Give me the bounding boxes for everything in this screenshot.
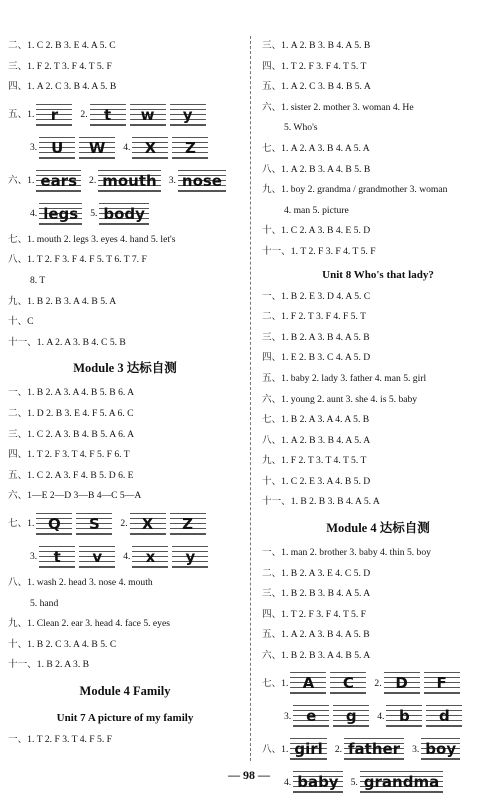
handwritten-answer: father xyxy=(344,738,404,760)
item-number: 5. xyxy=(90,207,98,219)
answer-line: 九、1. B 2. B 3. A 4. B 5. A xyxy=(8,295,117,307)
handwritten-answer: g xyxy=(333,705,369,727)
answer-line: 八、1. T 2. F 3. F 4. F 5. T 6. T 7. F xyxy=(8,254,147,266)
item-number: 2. xyxy=(120,517,128,529)
handwritten-answer: Z xyxy=(172,137,208,159)
answer-line: 六、1. B 2. B 3. A 4. B 5. A xyxy=(262,650,371,662)
handwritten-answer: U xyxy=(39,137,75,159)
answer-line: 一、1. B 2. A 3. A 4. B 5. B 6. A xyxy=(8,387,135,399)
answer-line: 六、1—E 2—D 3—B 4—C 5—A xyxy=(8,490,142,502)
handwritten-answer: Q xyxy=(36,513,72,535)
handwritten-answer: x xyxy=(132,546,168,568)
handwritten-answer: grandma xyxy=(360,771,443,793)
handwritten-answer: e xyxy=(293,705,329,727)
answer-line: 九、1. Clean 2. ear 3. head 4. face 5. eyes xyxy=(8,618,170,630)
handwritten-answer: A xyxy=(290,672,326,694)
handwritten-answer: r xyxy=(36,104,72,126)
handwritten-answer: body xyxy=(99,203,149,225)
handwritten-answer: y xyxy=(172,546,208,568)
section-title: Module 4 达标自测 xyxy=(326,521,430,536)
answer-line: 5. hand xyxy=(30,597,59,609)
answer-line: 三、1. B 2. A 3. B 4. A 5. B xyxy=(262,331,370,343)
question-number: 3. xyxy=(30,141,38,153)
answer-line: 一、1. B 2. E 3. D 4. A 5. C xyxy=(262,290,371,302)
handwritten-answer: legs xyxy=(39,203,82,225)
handwritten-answer: C xyxy=(330,672,366,694)
handwritten-answer: t xyxy=(39,546,75,568)
answer-line: 三、1. C 2. A 3. B 4. B 5. A 6. A xyxy=(8,428,135,440)
answer-line: 八、1. A 2. B 3. A 4. B 5. B xyxy=(262,163,371,175)
question-number: 六、1. xyxy=(8,174,35,186)
handwritten-answer: S xyxy=(76,513,112,535)
handwritten-answer: W xyxy=(79,137,115,159)
answer-line: 十、C xyxy=(8,316,34,328)
item-number: 3. xyxy=(168,174,176,186)
item-number: 4. xyxy=(123,550,131,562)
answer-line: 七、1. A 2. A 3. B 4. A 5. A xyxy=(262,142,370,154)
answer-line: 六、1. sister 2. mother 3. woman 4. He xyxy=(262,101,414,113)
question-number: 3. xyxy=(284,710,292,722)
item-number: 2. xyxy=(374,677,382,689)
answer-line: 五、1. A 2. C 3. B 4. B 5. A xyxy=(262,81,371,93)
handwritten-answer: y xyxy=(170,104,206,126)
handwritten-answer: nose xyxy=(178,170,226,192)
handwritten-answer: ears xyxy=(36,170,81,192)
handwritten-answer: X xyxy=(132,137,168,159)
handwriting-answer-line xyxy=(8,98,242,131)
answer-line: 十、1. B 2. C 3. A 4. B 5. C xyxy=(8,638,117,650)
question-number: 七、1. xyxy=(8,517,35,529)
handwritten-answer: X xyxy=(130,513,166,535)
handwritten-answer: w xyxy=(130,104,166,126)
handwritten-answer: mouth xyxy=(98,170,160,192)
column-divider xyxy=(250,36,251,761)
handwriting-answer-line xyxy=(8,131,242,164)
answer-line: 十、1. C 2. E 3. A 4. B 5. D xyxy=(262,475,371,487)
answer-line: 五、1. A 2. A 3. B 4. A 5. B xyxy=(262,629,370,641)
answer-line: 七、1. mouth 2. legs 3. eyes 4. hand 5. let's xyxy=(8,233,176,245)
handwriting-answer-line xyxy=(8,540,242,573)
handwritten-answer: D xyxy=(384,672,420,694)
answer-line: 十、1. C 2. A 3. B 4. E 5. D xyxy=(262,225,371,237)
answer-line: 十一、1. B 2. B 3. B 4. A 5. A xyxy=(262,496,380,508)
answer-line: 七、1. B 2. A 3. A 4. A 5. B xyxy=(262,414,370,426)
answer-line: 十一、1. T 2. F 3. F 4. T 5. F xyxy=(262,245,376,257)
item-number: 2. xyxy=(80,108,88,120)
answer-line: 八、1. A 2. B 3. B 4. A 5. A xyxy=(262,434,371,446)
answer-line: 九、1. F 2. T 3. T 4. T 5. T xyxy=(262,455,367,467)
handwritten-answer: t xyxy=(90,104,126,126)
answer-line: 十一、1. B 2. A 3. B xyxy=(8,659,90,671)
answer-line: 四、1. T 2. F 3. T 4. F 5. F 6. T xyxy=(8,449,130,461)
handwritten-answer: boy xyxy=(421,738,460,760)
answer-line: 五、1. baby 2. lady 3. father 4. man 5. girl xyxy=(262,372,427,384)
handwritten-answer: girl xyxy=(290,738,326,760)
answer-line: 8. T xyxy=(30,274,46,286)
answer-line: 十一、1. A 2. A 3. B 4. C 5. B xyxy=(8,336,126,348)
item-number: 3. xyxy=(412,743,420,755)
item-number: 5. xyxy=(350,776,358,788)
handwriting-answer-line xyxy=(8,507,242,540)
item-number: 4. xyxy=(377,710,385,722)
handwriting-answer-line xyxy=(262,733,494,766)
handwritten-answer: b xyxy=(386,705,422,727)
answer-line: 二、1. B 2. A 3. E 4. C 5. D xyxy=(262,567,371,579)
question-number: 3. xyxy=(30,550,38,562)
answer-line: 一、1. man 2. brother 3. baby 4. thin 5. boy xyxy=(262,547,431,559)
answer-line: 六、1. young 2. aunt 3. she 4. is 5. baby xyxy=(262,393,418,405)
unit-title: Unit 7 A picture of my family xyxy=(56,711,194,724)
handwritten-answer: v xyxy=(79,546,115,568)
answer-line: 四、1. E 2. B 3. C 4. A 5. D xyxy=(262,352,371,364)
left-column xyxy=(8,36,242,750)
answer-line: 四、1. T 2. F 3. F 4. T 5. T xyxy=(262,60,367,72)
answer-line: 三、1. F 2. T 3. F 4. T 5. F xyxy=(8,60,112,72)
answer-line: 九、1. boy 2. grandma / grandmother 3. woman xyxy=(262,184,448,196)
question-number: 五、1. xyxy=(8,108,35,120)
answer-line: 八、1. wash 2. head 3. nose 4. mouth xyxy=(8,576,153,588)
unit-title: Unit 8 Who's that lady? xyxy=(322,268,434,281)
question-number: 4. xyxy=(284,776,292,788)
answer-line: 二、1. F 2. T 3. F 4. F 5. T xyxy=(262,311,366,323)
question-number: 七、1. xyxy=(262,677,289,689)
question-number: 八、1. xyxy=(262,743,289,755)
section-title: Module 3 达标自测 xyxy=(73,361,177,376)
section-title: Module 4 Family xyxy=(79,683,171,698)
answer-line: 四、1. T 2. F 3. F 4. T 5. F xyxy=(262,608,366,620)
answer-line: 三、1. B 2. B 3. B 4. A 5. A xyxy=(262,588,371,600)
page-number: — 98 — xyxy=(228,768,270,782)
handwritten-answer: Z xyxy=(170,513,206,535)
answer-line: 5. Who's xyxy=(284,122,318,134)
handwriting-answer-line xyxy=(8,197,242,230)
question-number: 4. xyxy=(30,207,38,219)
handwritten-answer: F xyxy=(424,672,460,694)
right-column xyxy=(262,36,494,799)
item-number: 4. xyxy=(123,141,131,153)
answer-line: 三、1. A 2. B 3. B 4. A 5. B xyxy=(262,40,371,51)
handwritten-answer: baby xyxy=(293,771,342,793)
answer-line: 五、1. C 2. A 3. F 4. B 5. D 6. E xyxy=(8,469,134,481)
item-number: 2. xyxy=(334,743,343,755)
handwriting-answer-line xyxy=(8,164,242,197)
answer-line: 4. man 5. picture xyxy=(284,204,349,216)
item-number: 2. xyxy=(89,174,97,186)
answer-line: 二、1. C 2. B 3. E 4. A 5. C xyxy=(8,40,116,51)
answer-line: 二、1. D 2. B 3. E 4. F 5. A 6. C xyxy=(8,407,134,419)
handwriting-answer-line xyxy=(262,700,494,733)
handwritten-answer: d xyxy=(426,705,462,727)
answer-line: 一、1. T 2. F 3. T 4. F 5. F xyxy=(8,733,112,745)
handwriting-answer-line xyxy=(262,667,494,700)
answer-line: 四、1. A 2. C 3. B 4. A 5. B xyxy=(8,81,117,93)
